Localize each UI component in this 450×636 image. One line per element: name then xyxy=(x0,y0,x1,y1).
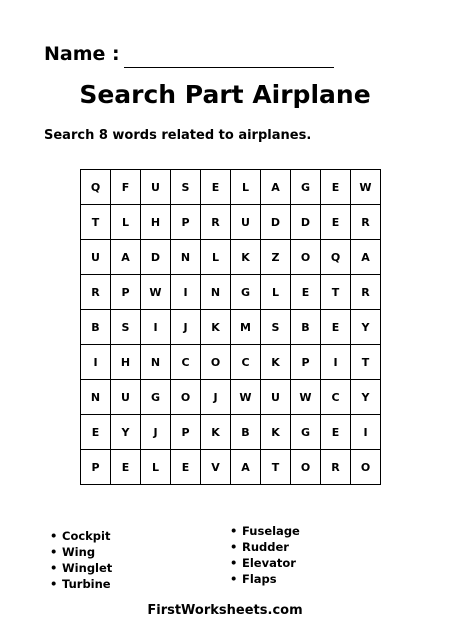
grid-cell: W xyxy=(351,170,381,205)
grid-cell: O xyxy=(351,450,381,485)
word-winglet: Winglet xyxy=(62,561,113,575)
grid-cell: W xyxy=(231,380,261,415)
grid-cell: Y xyxy=(111,415,141,450)
grid-cell: K xyxy=(261,415,291,450)
grid-cell: Z xyxy=(261,240,291,275)
grid-row xyxy=(81,170,381,205)
grid-cell: Q xyxy=(321,240,351,275)
word-flaps: Flaps xyxy=(242,572,277,586)
grid-cell: P xyxy=(291,345,321,380)
bullet-icon: • xyxy=(230,572,238,586)
grid-cell: L xyxy=(201,240,231,275)
grid-row xyxy=(81,205,381,240)
grid-cell: O xyxy=(201,345,231,380)
grid-cell: E xyxy=(111,450,141,485)
grid-row xyxy=(81,380,381,415)
grid-cell: S xyxy=(111,310,141,345)
bullet-icon: • xyxy=(50,529,58,543)
word-list-left xyxy=(50,528,112,592)
grid-cell: I xyxy=(141,310,171,345)
grid-cell: D xyxy=(291,205,321,240)
grid-cell: R xyxy=(81,275,111,310)
word-list-right xyxy=(230,523,300,587)
grid-cell: E xyxy=(321,415,351,450)
grid-cell: U xyxy=(231,205,261,240)
word-list-item xyxy=(230,523,300,539)
bullet-icon: • xyxy=(230,556,238,570)
grid-cell: U xyxy=(261,380,291,415)
grid-cell: S xyxy=(171,170,201,205)
instructions-text: Search 8 words related to airplanes. xyxy=(44,128,312,143)
grid-cell: G xyxy=(291,170,321,205)
grid-cell: P xyxy=(81,450,111,485)
grid-cell: N xyxy=(171,240,201,275)
grid-cell: O xyxy=(171,380,201,415)
grid-cell: Y xyxy=(351,310,381,345)
bullet-icon: • xyxy=(50,561,58,575)
word-list-item xyxy=(50,576,112,592)
grid-cell: K xyxy=(261,345,291,380)
grid-cell: W xyxy=(291,380,321,415)
grid-cell: H xyxy=(111,345,141,380)
bullet-icon: • xyxy=(230,540,238,554)
grid-cell: J xyxy=(171,310,201,345)
grid-cell: Q xyxy=(81,170,111,205)
grid-cell: V xyxy=(201,450,231,485)
grid-cell: L xyxy=(261,275,291,310)
grid-cell: J xyxy=(201,380,231,415)
grid-cell: A xyxy=(351,240,381,275)
grid-cell: T xyxy=(321,275,351,310)
grid-cell: F xyxy=(111,170,141,205)
grid-cell: K xyxy=(201,415,231,450)
grid-cell: U xyxy=(81,240,111,275)
word-list-item xyxy=(230,555,300,571)
word-list-item xyxy=(50,544,112,560)
grid-cell: A xyxy=(261,170,291,205)
grid-cell: T xyxy=(81,205,111,240)
grid-cell: L xyxy=(231,170,261,205)
grid-cell: J xyxy=(141,415,171,450)
grid-cell: G xyxy=(291,415,321,450)
grid-cell: L xyxy=(111,205,141,240)
grid-cell: E xyxy=(321,170,351,205)
grid-cell: C xyxy=(231,345,261,380)
grid-cell: I xyxy=(351,415,381,450)
grid-cell: C xyxy=(171,345,201,380)
grid-cell: I xyxy=(321,345,351,380)
grid-cell: R xyxy=(201,205,231,240)
grid-cell: N xyxy=(141,345,171,380)
word-cockpit: Cockpit xyxy=(62,529,111,543)
word-wing: Wing xyxy=(62,545,96,559)
word-list-item xyxy=(230,539,300,555)
word-elevator: Elevator xyxy=(242,556,296,570)
grid-cell: P xyxy=(171,205,201,240)
grid-cell: I xyxy=(171,275,201,310)
grid-cell: H xyxy=(141,205,171,240)
grid-cell: E xyxy=(171,450,201,485)
name-blank-line xyxy=(124,67,334,68)
grid-row xyxy=(81,415,381,450)
grid-cell: K xyxy=(231,240,261,275)
grid-cell: B xyxy=(291,310,321,345)
grid-cell: L xyxy=(141,450,171,485)
grid-cell: E xyxy=(321,205,351,240)
grid-cell: P xyxy=(171,415,201,450)
grid-cell: G xyxy=(231,275,261,310)
grid-cell: N xyxy=(81,380,111,415)
grid-row xyxy=(81,450,381,485)
worksheet-title: Search Part Airplane xyxy=(79,80,371,109)
bullet-icon: • xyxy=(230,524,238,538)
grid-cell: P xyxy=(111,275,141,310)
grid-cell: A xyxy=(231,450,261,485)
grid-cell: A xyxy=(111,240,141,275)
word-list-item xyxy=(50,560,112,576)
bullet-icon: • xyxy=(50,545,58,559)
grid-cell: O xyxy=(291,450,321,485)
grid-cell: R xyxy=(351,275,381,310)
word-fuselage: Fuselage xyxy=(242,524,300,538)
grid-cell: U xyxy=(141,170,171,205)
grid-cell: C xyxy=(321,380,351,415)
word-list-item xyxy=(230,571,300,587)
grid-cell: E xyxy=(321,310,351,345)
name-label: Name : xyxy=(44,43,120,65)
grid-cell: T xyxy=(261,450,291,485)
grid-cell: D xyxy=(261,205,291,240)
grid-cell: N xyxy=(201,275,231,310)
grid-row xyxy=(81,275,381,310)
grid-cell: R xyxy=(321,450,351,485)
word-search-grid xyxy=(80,169,381,485)
grid-cell: W xyxy=(141,275,171,310)
grid-cell: E xyxy=(201,170,231,205)
grid-row xyxy=(81,310,381,345)
grid-cell: R xyxy=(351,205,381,240)
grid-cell: T xyxy=(351,345,381,380)
grid-cell: Y xyxy=(351,380,381,415)
bullet-icon: • xyxy=(50,577,58,591)
grid-cell: M xyxy=(231,310,261,345)
grid-cell: K xyxy=(201,310,231,345)
grid-cell: S xyxy=(261,310,291,345)
grid-row xyxy=(81,345,381,380)
grid-cell: D xyxy=(141,240,171,275)
footer-site-name: FirstWorksheets.com xyxy=(147,603,303,618)
grid-cell: G xyxy=(141,380,171,415)
grid-cell: B xyxy=(81,310,111,345)
grid-cell: I xyxy=(81,345,111,380)
word-rudder: Rudder xyxy=(242,540,289,554)
grid-cell: E xyxy=(81,415,111,450)
word-turbine: Turbine xyxy=(62,577,111,591)
grid-cell: E xyxy=(291,275,321,310)
grid-cell: U xyxy=(111,380,141,415)
grid-row xyxy=(81,240,381,275)
grid-cell: B xyxy=(231,415,261,450)
grid-cell: O xyxy=(291,240,321,275)
word-list-item xyxy=(50,528,112,544)
